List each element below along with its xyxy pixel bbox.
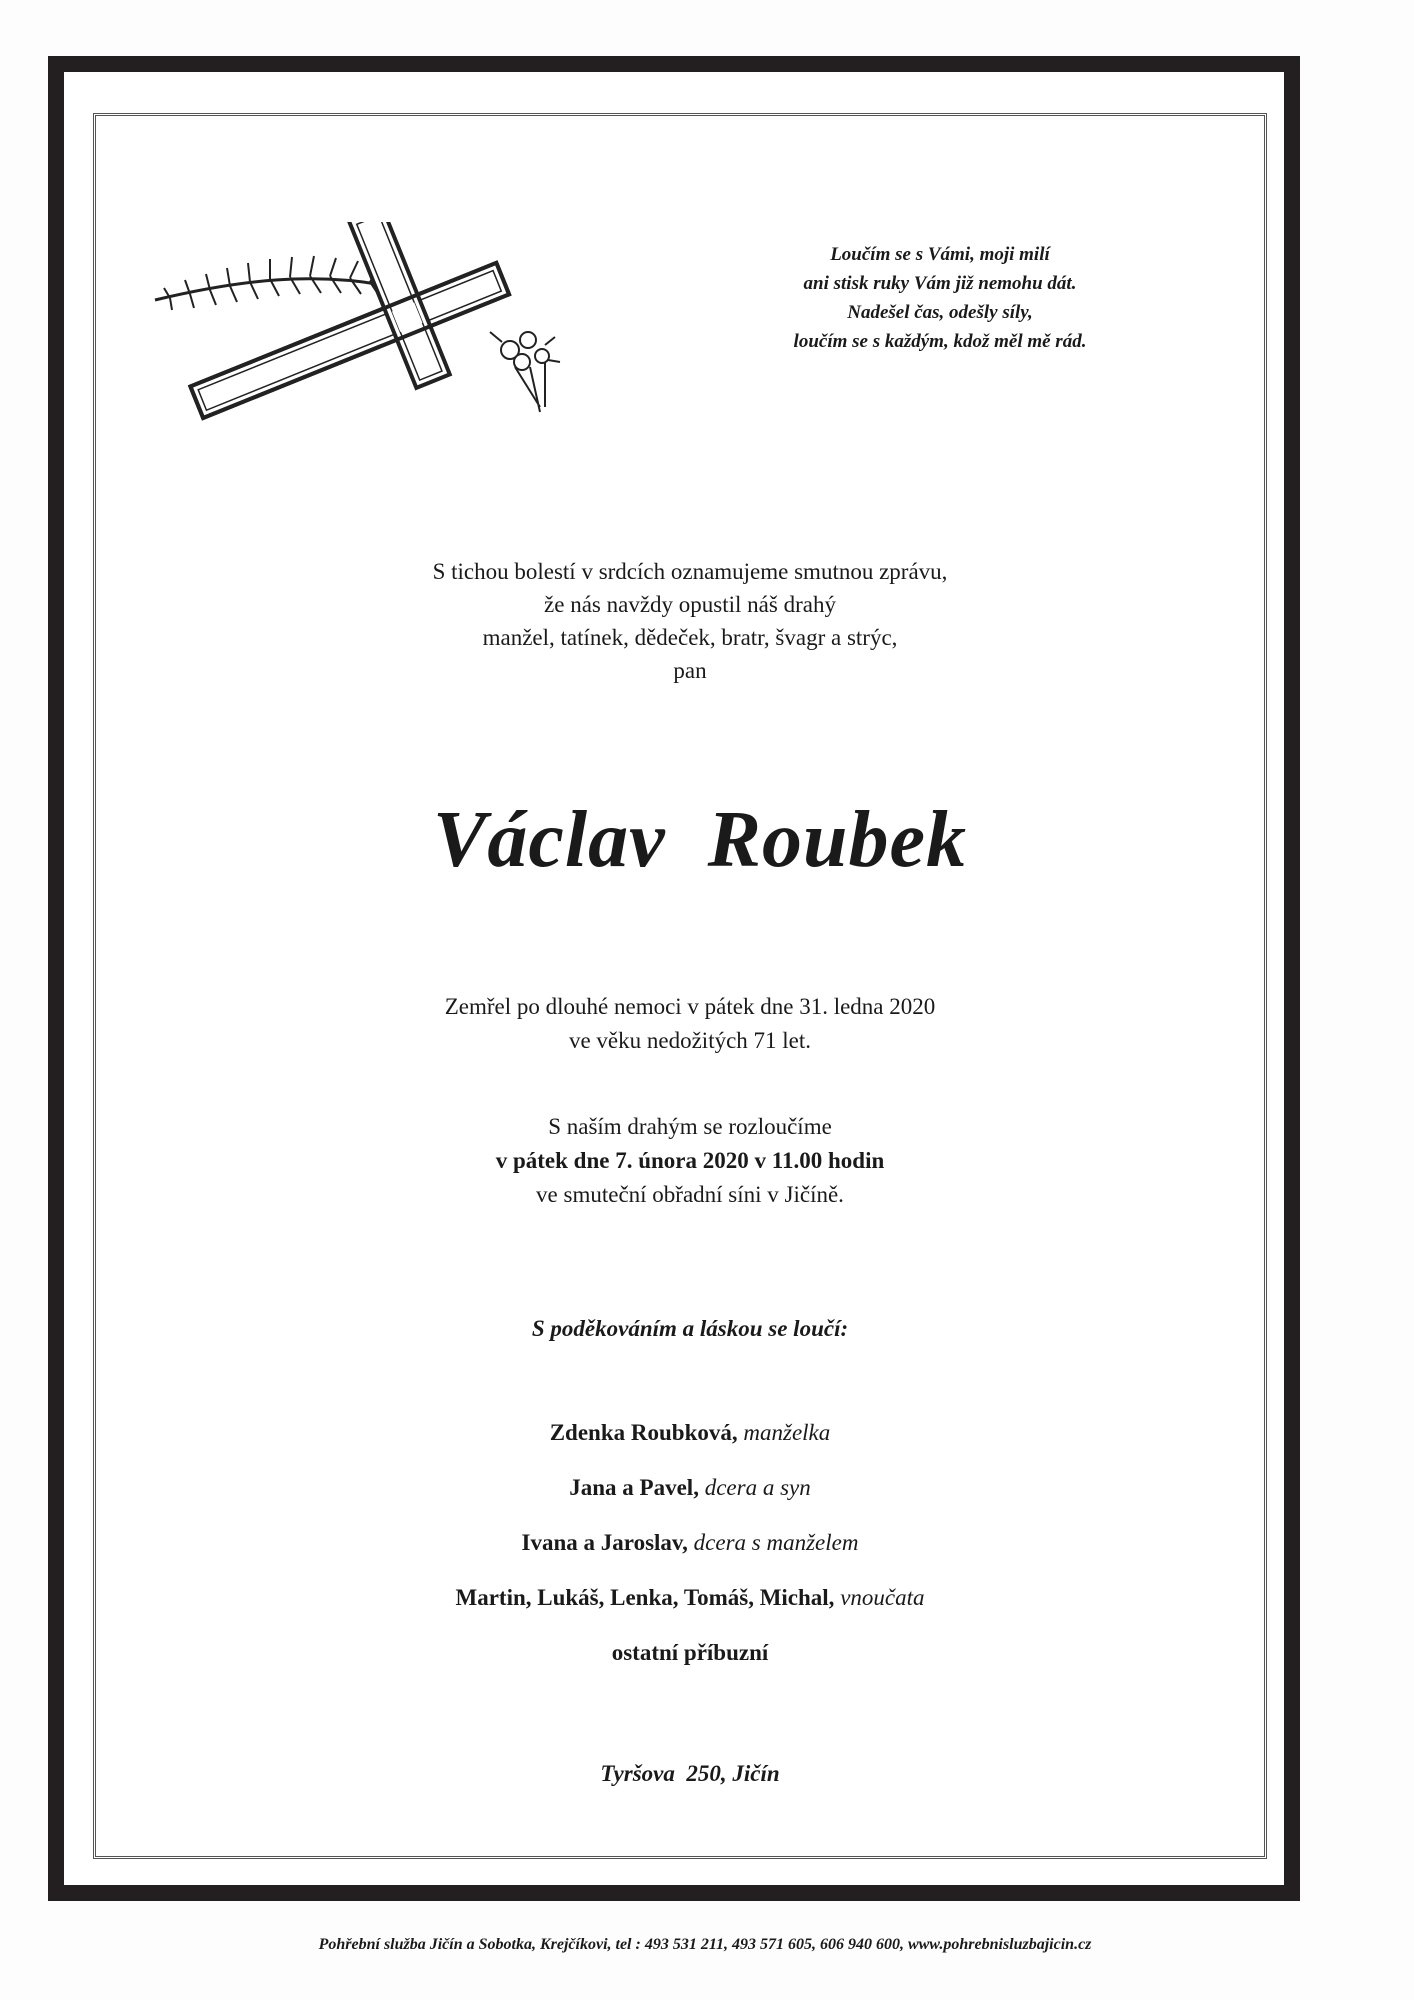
ceremony-date-time: v pátek dne 7. února 2020 v 11.00 hodin: [495, 1148, 885, 1173]
mourner-names: Martin, Lukáš, Lenka, Tomáš, Michal,: [455, 1585, 835, 1610]
announcement-intro: [300, 555, 1080, 687]
cross-with-palm-branch-icon: [150, 222, 600, 422]
thanks-heading: S poděkováním a láskou se loučí:: [531, 1316, 849, 1341]
farewell-poem: [720, 240, 1160, 356]
poem-line: Nadešel čas, odešly síly,: [847, 302, 1033, 323]
family-address: Tyršova 250, Jičín: [600, 1761, 780, 1786]
intro-line: manžel, tatínek, dědeček, bratr, švagr a strýc,: [482, 625, 898, 650]
mourner-item: [250, 1570, 1130, 1625]
mourner-item: [250, 1405, 1130, 1460]
mourner-relation: manželka: [743, 1420, 831, 1445]
poem-line: ani stisk ruky Vám již nemohu dát.: [803, 273, 1077, 294]
mourner-names: Zdenka Roubková,: [549, 1420, 738, 1445]
mourner-item: [250, 1625, 1130, 1680]
mourner-item: [250, 1515, 1130, 1570]
mourner-relation: vnoučata: [840, 1585, 925, 1610]
ceremony-details: [300, 1110, 1080, 1212]
mourner-item: [250, 1460, 1130, 1515]
deceased-name: Václav Roubek: [433, 796, 967, 884]
mourner-names: Jana a Pavel,: [569, 1475, 699, 1500]
intro-line: že nás navždy opustil náš drahý: [544, 592, 836, 617]
mourner-relation: dcera a syn: [704, 1475, 811, 1500]
mourners-list: [250, 1405, 1130, 1680]
funeral-service-footer: Pohřební služba Jičín a Sobotka, Krejčíkovi, tel : 493 531 211, 493 571 605, 606 940 600, www.pohrebnisluzbajicin.cz: [318, 1936, 1092, 1953]
mourner-names: ostatní příbuzní: [611, 1640, 769, 1665]
intro-line: pan: [673, 658, 707, 683]
mourner-names: Ivana a Jaroslav,: [521, 1530, 688, 1555]
poem-line: Loučím se s Vámi, moji milí: [830, 244, 1050, 265]
mourner-relation: dcera s manželem: [693, 1530, 859, 1555]
poem-line: loučím se s každým, kdož měl mě rád.: [793, 331, 1087, 352]
intro-line: S tichou bolestí v srdcích oznamujeme smutnou zprávu,: [432, 559, 948, 584]
death-line: ve věku nedožitých 71 let.: [568, 1028, 812, 1053]
ceremony-intro: S naším drahým se rozloučíme: [548, 1114, 832, 1139]
death-details: [300, 990, 1080, 1058]
ceremony-place: ve smuteční obřadní síni v Jičíně.: [536, 1182, 844, 1207]
death-line: Zemřel po dlouhé nemoci v pátek dne 31. ledna 2020: [444, 994, 936, 1019]
